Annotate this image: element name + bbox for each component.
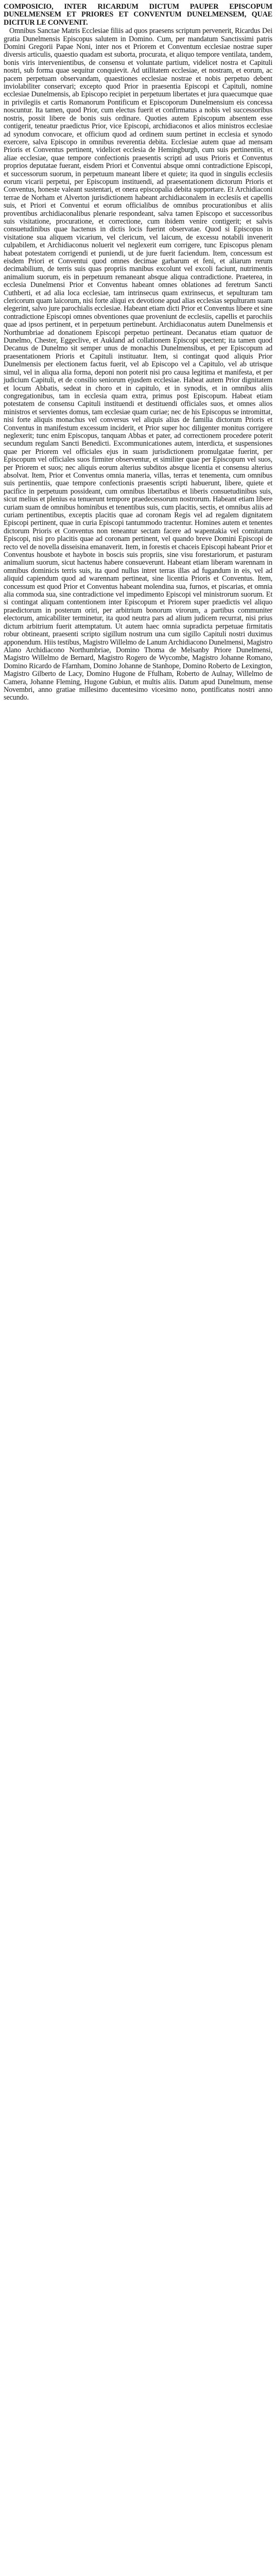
- document-heading: COMPOSICIO, INTER RICARDUM DICTUM PAUPER EPISCOPUM DUNELMENSEM ET PRIORES ET CONVENTUM DUNELMENSEM, QUAE DICITUR LE CONVENIT.: [4, 3, 272, 27]
- document-paragraph: Omnibus Sanctae Matris Ecclesiae filiis ad quos praesens scriptum pervenerit, Ricardus Dei gratia Dunelmensis Episcopus salutem in Domino. Cum, per mandatum Sanctissimi patris Domini Gregorii Papae Noni, inter nos et Priorem et Conventum ecclesiae nostrae super diversis articulis, quaestio quadam est suborta, procurata, et aliquo tempore ventilata, tandem, bonis viris intervenientibus, de consensu et voluntate partium, videlicet nostra et Capituli nostri, sub forma quae sequitur conquievit. Ad utilitatem ecclesiae, et nostram, et eorum, ac pacem perpetuam observandam, quaestiones ecclesiae nostrae et nobis perpetuo debent inviolabiliter conservari; excepto quod Prior in praesentia Episcopi et Capituli, nomine ecclesiae Dunelmensis, ab Episcopo recipiet in perpetuum libertates et jura quaecumque quae in privilegiis et cartis Romanorum Pontificum et Episcoporum Dunelmensium eis concessa noscuntur. Ita tamen, quod Prior, cum electus fuerit et confirmatus a nobis vel successoribus nostris, possit libere de bonis suis ordinare. Quoties autem Episcopum absentem esse contigerit, teneatur praedictus Prior, vice Episcopi, archidiaconos et alios ministros ecclesiae ad synodum convocare, et officium quod ad ordinem suum pertinet in ecclesia et synodo exercere, salva Episcopo in omnibus reverentia debita. Ecclesiae autem quae ad mensam Prioris et Conventus pertinent, videlicet ecclesia de Hemingburgh, cum suis pertinentiis, et aliae ecclesiae, quae tempore confectionis praesentis scripti ad usus Prioris et Conventus proprios deputatae fuerant, eisdem Priori et Conventui absque omni contradictione Episcopi, et successorum suorum, in perpetuum maneant libere et quiete; ita quod in singulis ecclesiis eorum vicarii perpetui, per Episcopum instituendi, ad praesentationem dictorum Prioris et Conventus, honeste valeant sustentari, et onera episcopalia debita supportare. Et Archidiaconi terrae de Norham et Alverton jurisdictionem habeant archidiaconalem in ecclesiis et capellis suis, et Priori et Conventui et eorum officialibus de omnibus procurationibus et aliis proventibus archidiaconalibus plenarie respondeant, salva tamen Episcopo et successoribus suis visitatione, procuratione, et correctione, cum ibidem venire contigerit; et salvis consuetudinibus quae hactenus in dictis locis fuerint observatae. Quod si Episcopus in visitatione sua aliquem vicarium, vel clericum, vel laicum, de excessu notabili invenerit culpabilem, et Archidiaconus noluerit vel neglexerit eum corrigere, tunc Episcopus plenam habeat potestatem corrigendi et puniendi, ut de jure fuerit faciendum. Item, concessum est eisdem Priori et Conventui quod omnes decimae garbarum et feni, et aliarum rerum decimabilium, de terris suis quas propriis manibus excolunt vel excoli faciunt, nutrimentis animalium suorum, eis in perpetuum remaneant absque aliqua contradictione. Praeterea, in ecclesia Dunelmensi Prior et Conventus habeant omnes oblationes ad feretrum Sancti Cuthberti, et ad alia loca ecclesiae, tam intrinsecus quam extrinsecus, et sepulturam tam clericorum quam laicorum, nisi forte aliqui ex devotione apud alias ecclesias sepulturam suam elegerint, salvo jure parochialis ecclesiae. Habeant etiam dicti Prior et Conventus libere et sine contradictione Episcopi omnes obventiones quae proveniunt de ecclesiis, capellis et parochiis quae ad ipsos pertinent, et in perpetuum pertinebunt. Archidiaconatus autem Dunelmensis et Northumbriae ad donationem Episcopi perpetuo pertineant. Decanatus etiam quatuor de Dunelmo, Chester, Eggeclive, et Aukland ad collationem Episcopi spectent; ita tamen quod Decanus de Dunelmo sit semper unus de monachis Dunelmensibus, et per Episcopum ad praesentationem Prioris et Capituli instituatur. Item, si contingat quod aliquis Prior Dunelmensis per electionem factus fuerit, vel ab Episcopo vel a Capitulo, vel ab utrisque simul, vel in aliqua alia forma, deponi non poterit nisi pro causa legitima et manifesta, et per judicium Capituli, et de consilio seniorum ejusdem ecclesiae. Habeat autem Prior dignitatem et locum Abbatis, sedeat in choro et in capitulo, et in synodis, et in omnibus aliis congregationibus, tam in ecclesia quam extra, primus post Episcopum. Habeat etiam potestatem de consensu Capituli instituendi et destituendi officiales suos, et omnes alios ministros et servientes domus, tam ecclesiae quam curiae; nec de his Episcopus se intromittat, nisi forte aliquis monachus vel conversus vel aliquis alius de familia dictorum Prioris et Conventus in manifestum excessum inciderit, et Prior super hoc diligenter monitus corrigere neglexerit; tunc enim Episcopus, tanquam Abbas et pater, ad correctionem procedere poterit secundum regulam Sancti Benedicti. Excommunicationes autem, interdicta, et suspensiones quae per Priorem vel officiales ejus in suam jurisdictionem promulgatae fuerint, per Episcopum vel officiales suos firmiter observentur, et similiter quae per Episcopum vel suos, per Priorem et suos; nec aliquis eorum alterius subditos absque licentia et consensu alterius absolvat. Item, Prior et Conventus omnia maneria, villas, terras et tenementa, cum omnibus suis pertinentiis, quae tempore confectionis praesentis scripti habuerunt, libere, quiete et pacifice in perpetuum possideant, cum omnibus libertatibus et liberis consuetudinibus suis, sicut melius et plenius ea tenuerunt tempore praedecessorum nostrorum. Habeant etiam libere curiam suam de omnibus hominibus et tenentibus suis, cum placitis, sectis, et omnibus aliis ad curiam pertinentibus, exceptis placitis quae ad coronam Regis vel ad regalem dignitatem Episcopi pertinent, quae in curia Episcopi tantummodo tractentur. Homines autem et tenentes dictorum Prioris et Conventus non teneantur sectam facere ad wapentakia vel comitatum Episcopi, nisi pro placitis quae ad coronam pertinent, vel quando breve Domini Episcopi de recto vel de novella disseisina emanaverit. Item, in forestis et chaceis Episcopi habeant Prior et Conventus housbote et haybote in boscis suis propriis, sine visu forestariorum, et pasturam animalium suorum, sicut hactenus habere consueverunt. Habeant etiam liberam warennam in omnibus dominicis terris suis, ita quod nullus intret terras illas ad fugandum in eis, vel ad aliquid capiendum quod ad warennam pertineat, sine licentia Prioris et Conventus. Item, concessum est quod Prior et Conventus habeant molendina sua, furnos, et piscarias, et omnia alia commoda sua, sine contradictione vel impedimento Episcopi vel ministrorum suorum. Et si contingat aliquam contentionem inter Episcopum et Priorem super praedictis vel aliquo praedictorum in posterum oriri, per arbitrium bonorum virorum, a partibus communiter electorum, amicabiliter terminetur, ita quod neutra pars ad alium judicem recurrat, nisi prius dictum arbitrium fuerit attemptatum. Ut autem haec omnia supradicta perpetuae firmitatis robur obtineant, praesenti scripto sigillum nostrum una cum sigillo Capituli nostri duximus apponendum. Hiis testibus, Magistro Willelmo de Lanum Archidiacono Dunelmensi, Magistro Alano Archidiacono Northumbriae, Domino Thoma de Melsanby Priore Dunelmensi, Magistro Willelmo de Bernard, Magistro Rogero de Wycombe, Magistro Johanne Romano, Domino Ricardo de Ffarnham, Domino Johanne de Stanhope, Domino Roberto de Lexington, Magistro Gilberto de Lacy, Domino Hugone de Ffulham, Roberto de Aulnay, Willelmo de Camera, Johanne Fleming, Hugone Gubiun, et multis aliis. Datum apud Dunelmum, mense Novembri, anno gratiae millesimo ducentesimo vicesimo nono, pontificatus nostri anno secundo.: [4, 27, 272, 702]
